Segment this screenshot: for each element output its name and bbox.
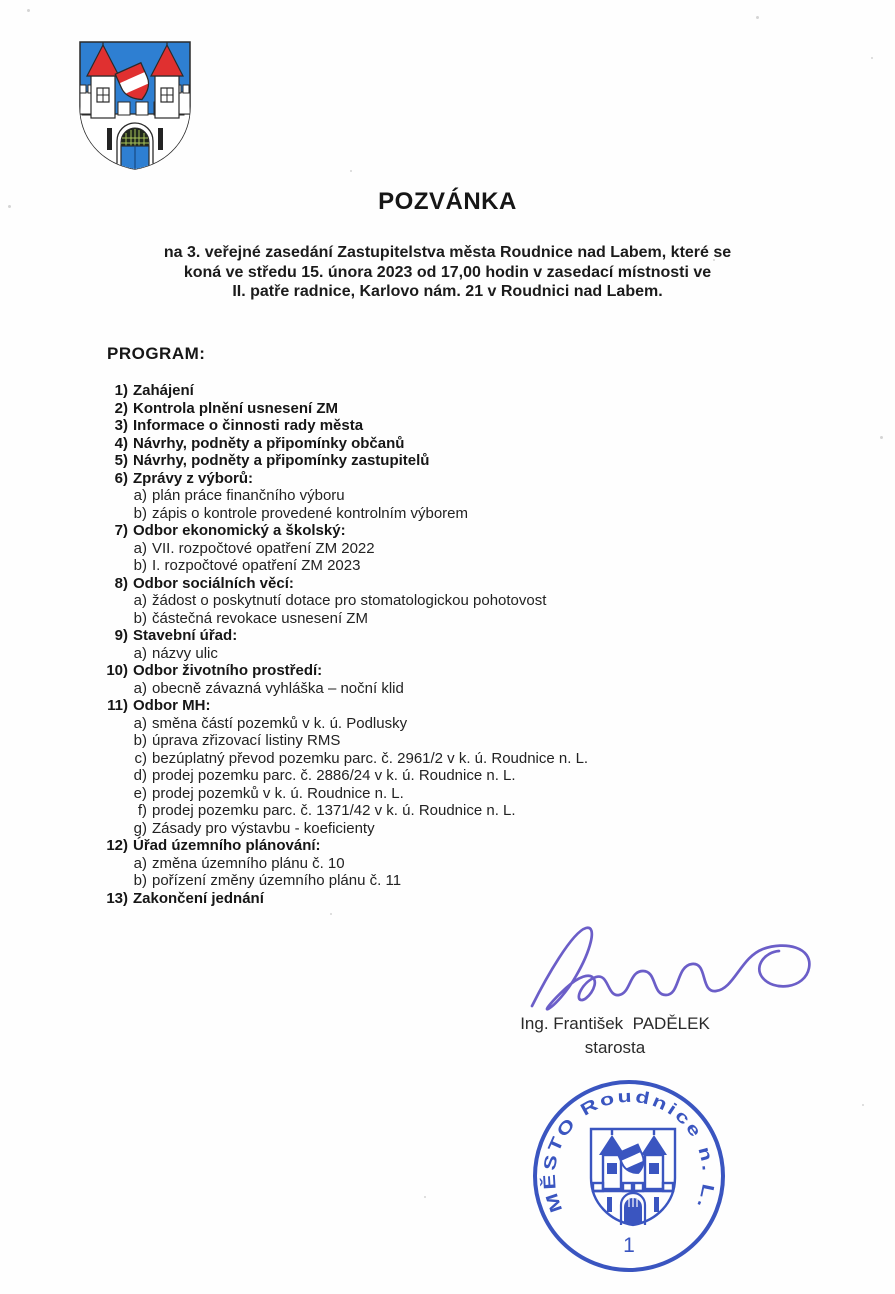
item-number: 6) bbox=[114, 469, 128, 487]
item-text: Stavební úřad: bbox=[133, 627, 238, 644]
intro-line-2: koná ve středu 15. února 2023 od 17,00 hodin v zasedací místnosti ve bbox=[183, 263, 712, 281]
item-text: Odbor MH: bbox=[133, 697, 211, 714]
program-item bbox=[99, 627, 739, 645]
program-item bbox=[99, 382, 739, 400]
program-subitem bbox=[132, 785, 739, 803]
official-stamp bbox=[527, 1077, 733, 1283]
program-subitem bbox=[132, 680, 739, 698]
item-text: zápis o kontrole provedené kontrolním výborem bbox=[152, 504, 468, 522]
item-number: a) bbox=[133, 854, 147, 872]
gate bbox=[117, 123, 153, 171]
item-text: prodej pozemku parc. č. 2886/24 v k. ú. Roudnice n. L. bbox=[152, 767, 516, 784]
program-subitem bbox=[132, 592, 739, 610]
item-number: b) bbox=[133, 609, 147, 627]
city-coat-of-arms bbox=[75, 38, 195, 173]
program-subitem bbox=[132, 610, 739, 628]
item-number: e) bbox=[133, 784, 147, 802]
item-number: a) bbox=[133, 644, 147, 662]
item-text: názvy ulic bbox=[152, 644, 218, 662]
program-item bbox=[99, 662, 739, 680]
item-number: 8) bbox=[114, 574, 128, 592]
item-text: částečná revokace usnesení ZM bbox=[152, 609, 368, 627]
program-subitem bbox=[132, 505, 739, 523]
program-item bbox=[99, 400, 739, 418]
program-item bbox=[99, 435, 739, 453]
program-subitem bbox=[132, 820, 739, 838]
item-number: a) bbox=[133, 592, 147, 609]
item-text: Zahájení bbox=[133, 382, 194, 399]
item-text: žádost o poskytnutí dotace pro stomatologickou pohotovost bbox=[152, 592, 547, 609]
item-number: b) bbox=[133, 557, 147, 574]
program-item bbox=[99, 522, 739, 540]
signature-block bbox=[455, 1012, 775, 1060]
item-text: změna územního plánu č. 10 bbox=[152, 854, 345, 872]
item-text: VII. rozpočtové opatření ZM 2022 bbox=[152, 539, 375, 557]
item-text: Zprávy z výborů: bbox=[133, 469, 254, 487]
stamp-emblem bbox=[591, 1129, 675, 1225]
item-number: 2) bbox=[114, 399, 128, 417]
item-number: b) bbox=[133, 504, 147, 522]
item-text: Informace o činnosti rady města bbox=[133, 417, 364, 434]
intro-line-1: na 3. veřejné zasedání Zastupitelstva města Roudnice nad Labem, které se bbox=[163, 244, 732, 261]
intro-line-3: II. patře radnice, Karlovo nám. 21 v Roudnici nad Labem. bbox=[232, 283, 663, 300]
program-subitem bbox=[132, 487, 739, 505]
stamp-number: 1 bbox=[623, 1234, 635, 1257]
program-heading: PROGRAM: bbox=[107, 344, 206, 363]
item-text: Odbor sociálních věcí: bbox=[133, 574, 294, 592]
program-subitem bbox=[132, 750, 739, 768]
program-subitem bbox=[132, 855, 739, 873]
signatory-role: starosta bbox=[584, 1038, 646, 1057]
item-text: I. rozpočtové opatření ZM 2023 bbox=[152, 557, 361, 574]
program-item bbox=[99, 837, 739, 855]
item-text: Odbor životního prostředí: bbox=[133, 662, 323, 679]
program-subitem bbox=[132, 872, 739, 890]
item-number: 5) bbox=[114, 452, 128, 469]
signatory-name: Ing. František PADĚLEK bbox=[520, 1014, 710, 1033]
program-item bbox=[99, 697, 739, 715]
program-item bbox=[99, 417, 739, 435]
item-number: a) bbox=[133, 714, 147, 732]
item-text: úprava zřizovací listiny RMS bbox=[152, 732, 341, 749]
item-text: prodej pozemku parc. č. 1371/42 v k. ú. Roudnice n. L. bbox=[152, 802, 516, 819]
item-number: a) bbox=[133, 679, 147, 697]
item-number: 4) bbox=[114, 434, 128, 452]
item-text: Návrhy, podněty a připomínky občanů bbox=[133, 434, 405, 452]
item-number: d) bbox=[133, 767, 147, 784]
item-number: a) bbox=[133, 487, 147, 504]
program-item bbox=[99, 890, 739, 908]
program-list bbox=[99, 382, 739, 907]
item-number: f) bbox=[137, 802, 147, 819]
item-number: b) bbox=[133, 872, 147, 889]
program-subitem bbox=[132, 645, 739, 663]
item-number: 1) bbox=[114, 382, 128, 399]
program-subitem bbox=[132, 802, 739, 820]
program-subitem bbox=[132, 557, 739, 575]
item-number: 11) bbox=[107, 697, 128, 714]
program-subitem bbox=[132, 732, 739, 750]
item-text: Zakončení jednání bbox=[133, 889, 264, 907]
item-text: Kontrola plnění usnesení ZM bbox=[133, 399, 339, 417]
item-number: a) bbox=[133, 539, 147, 557]
signature-handwriting bbox=[522, 916, 832, 1016]
item-number: g) bbox=[133, 819, 147, 837]
item-text: bezúplatný převod pozemku parc. č. 2961/2 v k. ú. Roudnice n. L. bbox=[152, 749, 589, 767]
item-number: b) bbox=[133, 732, 147, 749]
program-item bbox=[99, 575, 739, 593]
document-title: POZVÁNKA bbox=[378, 188, 517, 215]
intro-paragraph bbox=[0, 243, 895, 302]
item-text: Úřad územního plánování: bbox=[133, 837, 321, 854]
item-number: 10) bbox=[106, 662, 128, 679]
item-text: Návrhy, podněty a připomínky zastupitelů bbox=[133, 452, 430, 469]
program-item bbox=[99, 470, 739, 488]
item-number: 3) bbox=[114, 417, 128, 434]
item-number: c) bbox=[134, 749, 147, 767]
item-text: obecně závazná vyhláška – noční klid bbox=[152, 679, 404, 697]
item-text: prodej pozemků v k. ú. Roudnice n. L. bbox=[152, 784, 404, 802]
item-number: 7) bbox=[114, 522, 128, 539]
program-subitem bbox=[132, 715, 739, 733]
program-subitem bbox=[132, 540, 739, 558]
item-text: plán práce finančního výboru bbox=[152, 487, 345, 504]
program-subitem bbox=[132, 767, 739, 785]
item-text: pořízení změny územního plánu č. 11 bbox=[152, 872, 402, 889]
program-item bbox=[99, 452, 739, 470]
item-text: Zásady pro výstavbu - koeficienty bbox=[152, 819, 375, 837]
item-number: 12) bbox=[106, 837, 128, 854]
stamp-arc-text: MĚSTO Roudnice n. L. bbox=[539, 1086, 719, 1215]
item-number: 9) bbox=[114, 627, 128, 644]
item-text: Odbor ekonomický a školský: bbox=[133, 522, 346, 539]
item-number: 13) bbox=[106, 889, 128, 907]
item-text: směna částí pozemků v k. ú. Podlusky bbox=[152, 714, 408, 732]
